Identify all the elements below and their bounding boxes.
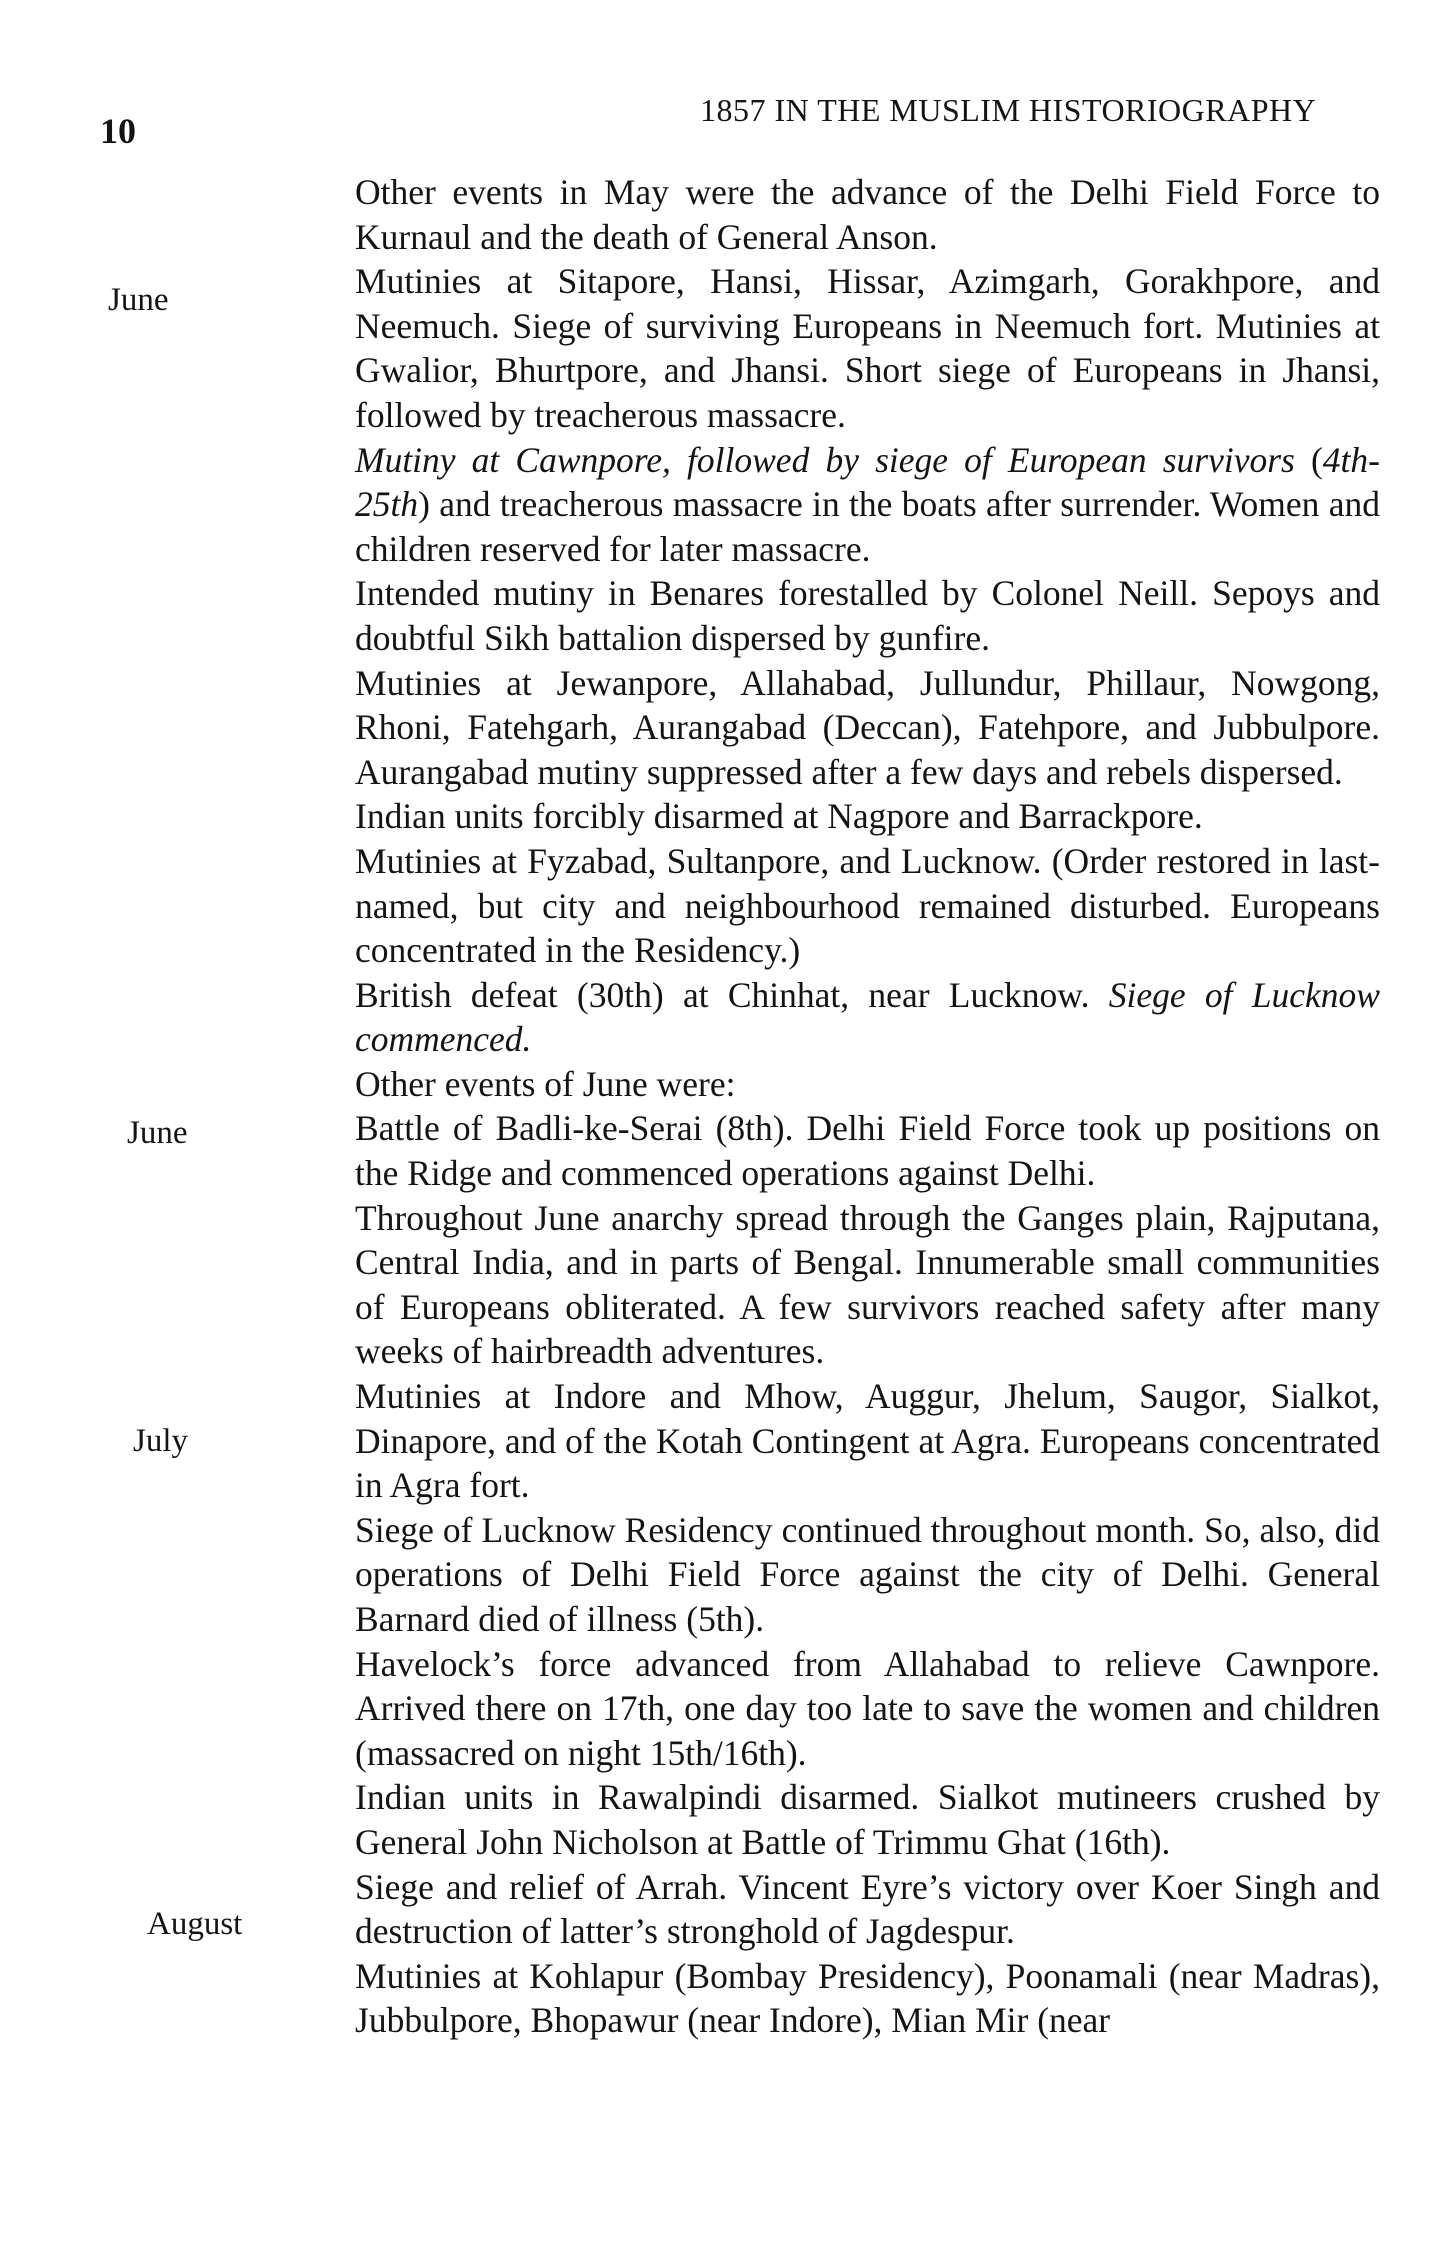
page-number: 10 bbox=[100, 111, 136, 151]
margin-label-july: July bbox=[133, 1423, 189, 1459]
entry-chinhat-text: British defeat (30th) at Chinhat, near Lucknow. bbox=[355, 974, 1109, 1015]
margin-label-june-2: June bbox=[127, 1115, 188, 1151]
entry-cawnpore bbox=[355, 438, 1380, 572]
entry-august-mutinies: Mutinies at Kohlapur (Bombay Presidency), Poonamali (near Madras), Jubbulpore, Bhopawur (near Indore), Mian Mir (near bbox=[355, 1955, 1380, 2041]
entry-havelock: Havelock’s force advanced from Allahabad to relieve Cawnpore. Arrived there on 17th, one day too late to save the women and children (massacred on night 15th/16th). bbox=[355, 1643, 1380, 1773]
running-title: 1857 IN THE MUSLIM HISTORIOGRAPHY bbox=[700, 92, 1317, 128]
entry-jewanpore-mutinies: Mutinies at Jewanpore, Allahabad, Jullundur, Phillaur, Nowgong, Rhoni, Fatehgarh, Aurangabad (Deccan), Fatehpore, and Jubbulpore. Aurangabad mutiny suppressed after a few days and rebels dispersed. bbox=[355, 662, 1380, 792]
entry-badli-ke-serai: Battle of Badli-ke-Serai (8th). Delhi Field Force took up positions on the Ridge and commenced operations against Delhi. bbox=[355, 1108, 1380, 1194]
entry-june-other-events: Other events of June were: bbox=[355, 1063, 736, 1104]
entry-arrah: Siege and relief of Arrah. Vincent Eyre’s victory over Koer Singh and destruction of latter’s stronghold of Jagdespur. bbox=[355, 1866, 1380, 1952]
entry-benares: Intended mutiny in Benares forestalled by Colonel Neill. Sepoys and doubtful Sikh battalion dispersed by gunfire. bbox=[355, 573, 1380, 658]
entry-chinhat bbox=[355, 973, 1380, 1062]
entry-may-other-events: Other events in May were the advance of the Delhi Field Force to Kurnaul and the death of General Anson. bbox=[355, 172, 1380, 257]
entry-june-anarchy: Throughout June anarchy spread through the Ganges plain, Rajputana, Central India, and in parts of Bengal. Innumerable small communities of Europeans obliterated. A few survivors reached safety after many weeks of hairbreadth adventures. bbox=[355, 1197, 1380, 1372]
entry-rawalpindi: Indian units in Rawalpindi disarmed. Sialkot mutineers crushed by General John Nicholson at Battle of Trimmu Ghat (16th). bbox=[355, 1777, 1380, 1862]
entry-lucknow-siege: Siege of Lucknow Residency continued throughout month. So, also, did operations of Delhi Field Force against the city of Delhi. General Barnard died of illness (5th). bbox=[355, 1509, 1380, 1639]
entry-july-mutinies: Mutinies at Indore and Mhow, Auggur, Jhelum, Saugor, Sialkot, Dinapore, and of the Kotah Contingent at Agra. Europeans concentrated in Agra fort. bbox=[355, 1376, 1380, 1506]
entry-nagpore-disarmed: Indian units forcibly disarmed at Nagpore and Barrackpore. bbox=[355, 796, 1203, 837]
entry-cawnpore-rest: ) and treacherous massacre in the boats after surrender. Women and children reserved for later massacre. bbox=[355, 484, 1380, 569]
entry-june-mutinies: Mutinies at Sitapore, Hansi, Hissar, Azimgarh, Gorakhpore, and Neemuch. Siege of surviving Europeans in Neemuch fort. Mutinies at Gwalior, Bhurtpore, and Jhansi. Short siege of Europeans in Jhansi, followed by treacherous massacre. bbox=[355, 261, 1380, 435]
entry-fyzabad-mutinies: Mutinies at Fyzabad, Sultanpore, and Lucknow. (Order restored in last-named, but city and neighbourhood remained disturbed. Europeans concentrated in the Residency.) bbox=[355, 840, 1380, 971]
entry-chinhat-italic: Siege of Lucknow commenced. bbox=[355, 974, 1380, 1060]
entry-cawnpore-italic: Mutiny at Cawnpore, followed by siege of European survivors bbox=[355, 439, 1295, 480]
entry-cawnpore-dates: 4th-25th bbox=[355, 439, 1380, 525]
chronology-text bbox=[355, 170, 1380, 2043]
margin-label-june: June bbox=[108, 282, 169, 318]
margin-label-august: August bbox=[147, 1906, 243, 1942]
entry-cawnpore-paren-open: ( bbox=[1294, 439, 1323, 480]
